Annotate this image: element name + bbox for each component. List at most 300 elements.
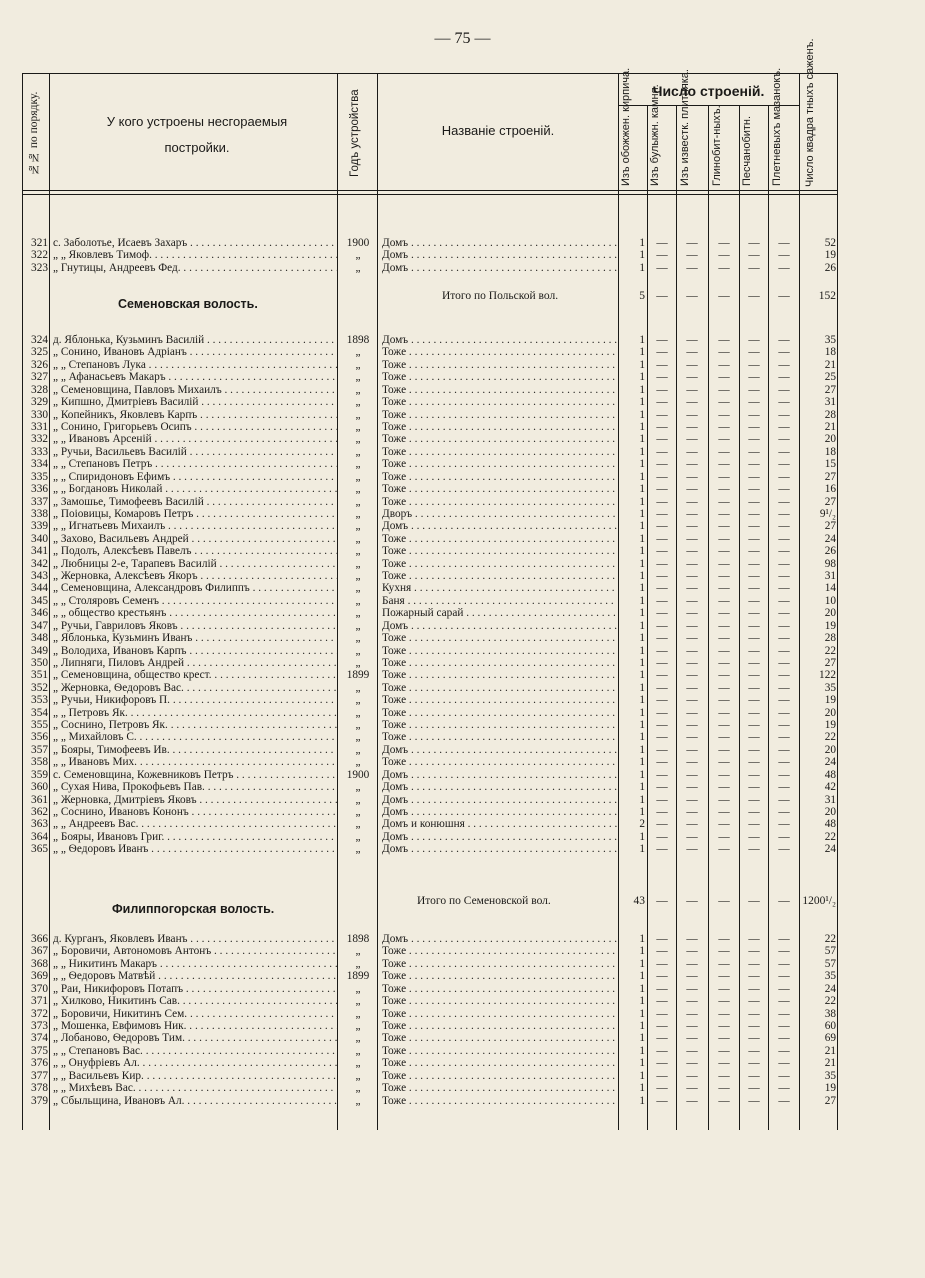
count-lime: — (686, 995, 698, 1008)
row-number: 330 (31, 408, 48, 421)
count-brick: 1 (639, 470, 645, 483)
count-lime: — (686, 706, 698, 719)
owner-name: „ Сонино, Григорьевъ Осипъ . . . (53, 421, 337, 434)
count-stone: — (656, 818, 668, 831)
count-clay: — (718, 495, 730, 508)
count-wattle: — (778, 532, 790, 545)
area: 20 (824, 607, 836, 620)
table-row (22, 731, 837, 744)
year: „ (355, 433, 361, 446)
count-clay: — (718, 520, 730, 533)
area: 10 (824, 594, 836, 607)
count-lime: — (686, 818, 698, 831)
row-number: 326 (31, 358, 48, 371)
count-lime: — (686, 570, 698, 582)
count-stone: — (656, 470, 668, 483)
table-row (22, 1095, 837, 1108)
count-lime: — (686, 470, 698, 483)
year: „ (355, 358, 361, 371)
row-number: 339 (31, 520, 48, 533)
count-clay: — (718, 358, 730, 371)
year: „ (355, 1019, 361, 1032)
row-number: 358 (31, 756, 48, 769)
total-stone: — (656, 290, 668, 302)
building-name: Домъ . . . (382, 781, 618, 794)
building-name: Тоже . . . (382, 471, 618, 484)
year: „ (355, 408, 361, 421)
area: 48 (824, 818, 836, 831)
count-clay: — (718, 582, 730, 595)
count-lime: — (686, 743, 698, 756)
owner-name: „ „ Столяровъ Семенъ . . . (53, 595, 337, 608)
count-sand: — (748, 818, 760, 831)
count-brick: 1 (639, 396, 645, 409)
row-number: 352 (31, 681, 48, 694)
year: „ (355, 396, 361, 409)
count-sand: — (748, 995, 760, 1008)
count-brick: 1 (639, 843, 645, 856)
year: „ (355, 1082, 361, 1094)
table-row (22, 707, 837, 720)
owner-name: „ Захово, Васильевъ Андрей . . . (53, 533, 337, 546)
year: „ (355, 1032, 361, 1045)
count-stone: — (656, 334, 668, 346)
area: 24 (824, 982, 836, 995)
table-row (22, 806, 837, 819)
count-clay: — (718, 781, 730, 794)
area: 20 (824, 433, 836, 446)
count-lime: — (686, 830, 698, 843)
count-stone: — (656, 656, 668, 669)
count-clay: — (718, 619, 730, 632)
area: 52 (824, 237, 836, 249)
count-clay: — (718, 1094, 730, 1107)
count-clay: — (718, 933, 730, 945)
owner-name: „ Жерновка, Алексѣевъ Якоръ . . . (53, 570, 337, 583)
count-stone: — (656, 607, 668, 620)
count-clay: — (718, 249, 730, 262)
section-title: Филиппогорская волость. (112, 902, 275, 916)
count-wattle: — (778, 843, 790, 856)
count-wattle: — (778, 768, 790, 781)
owner-name: „ Хилково, Никитинъ Сав. . . . (53, 995, 337, 1008)
count-clay: — (718, 383, 730, 396)
count-brick: 1 (639, 507, 645, 520)
count-brick: 1 (639, 570, 645, 582)
count-brick: 1 (639, 420, 645, 433)
count-brick: 1 (639, 756, 645, 769)
row-number: 341 (31, 545, 48, 558)
count-wattle: — (778, 743, 790, 756)
count-sand: — (748, 445, 760, 458)
owner-name: „ „ Никитинъ Макаръ . . . (53, 958, 337, 971)
count-clay: — (718, 1032, 730, 1045)
row-number: 340 (31, 532, 48, 545)
count-lime: — (686, 933, 698, 945)
header-year: Годъ устройства (349, 89, 361, 177)
row-number: 353 (31, 694, 48, 707)
table-row (22, 249, 837, 262)
table-row (22, 657, 837, 670)
building-name: Тоже . . . (382, 421, 618, 434)
count-stone: — (656, 793, 668, 806)
year: „ (355, 843, 361, 856)
row-number: 333 (31, 445, 48, 458)
count-lime: — (686, 669, 698, 682)
count-lime: — (686, 719, 698, 731)
owner-name: „ „ Ѳедоровъ Матвѣй . . . (53, 970, 337, 983)
count-sand: — (748, 408, 760, 421)
count-sand: — (748, 656, 760, 669)
row-number: 369 (31, 970, 48, 983)
count-wattle: — (778, 619, 790, 632)
table-row (22, 384, 837, 397)
year: „ (355, 1007, 361, 1020)
count-clay: — (718, 970, 730, 983)
count-stone: — (656, 358, 668, 371)
owner-name: „ „ Андреевъ Вас. . . . (53, 818, 337, 831)
count-sand: — (748, 743, 760, 756)
area: 9¹/₂ (819, 507, 836, 520)
building-name: Тоже . . . (382, 719, 618, 732)
count-brick: 1 (639, 532, 645, 545)
count-brick: 1 (639, 806, 645, 818)
building-name: Тоже . . . (382, 657, 618, 670)
header-order: №№ по порядку. (28, 91, 40, 175)
row-number: 365 (31, 843, 48, 856)
header-wattle: Плетневыхъ мазанокъ. (771, 67, 783, 186)
count-clay: — (718, 420, 730, 433)
count-brick: 1 (639, 433, 645, 446)
count-clay: — (718, 408, 730, 421)
building-name: Тоже . . . (382, 446, 618, 459)
owner-name: „ „ Ѳедоровъ Иванъ . . . (53, 843, 337, 856)
count-clay: — (718, 570, 730, 582)
table-row (22, 958, 837, 971)
count-stone: — (656, 933, 668, 945)
count-sand: — (748, 420, 760, 433)
count-brick: 1 (639, 557, 645, 570)
count-lime: — (686, 970, 698, 983)
row-number: 334 (31, 458, 48, 471)
count-wattle: — (778, 1082, 790, 1094)
row-number: 322 (31, 249, 48, 262)
count-clay: — (718, 470, 730, 483)
count-stone: — (656, 1032, 668, 1045)
count-stone: — (656, 1019, 668, 1032)
table-row (22, 446, 837, 459)
total-count: 43 (633, 895, 645, 907)
count-lime: — (686, 731, 698, 744)
building-name: Тоже . . . (382, 1032, 618, 1045)
count-clay: — (718, 957, 730, 970)
owner-name: с. Семеновщина, Кожевниковъ Петръ . . . (53, 769, 337, 782)
owner-name: „ „ Яковлевъ Тимоф. . . . (53, 249, 337, 262)
count-lime: — (686, 957, 698, 970)
count-wattle: — (778, 669, 790, 682)
table-row (22, 1020, 837, 1033)
count-lime: — (686, 545, 698, 558)
count-stone: — (656, 371, 668, 384)
header-clay: Глинобит-ныхъ. (711, 105, 723, 186)
count-stone: — (656, 632, 668, 645)
year: „ (355, 957, 361, 970)
row-number: 360 (31, 781, 48, 794)
area: 19 (824, 1082, 836, 1094)
count-brick: 1 (639, 383, 645, 396)
building-name: Тоже . . . (382, 396, 618, 409)
count-sand: — (748, 830, 760, 843)
owner-name: „ „ Игнатьевъ Михаилъ . . . (53, 520, 337, 533)
building-name: Тоже . . . (382, 1082, 618, 1095)
building-name: Тоже . . . (382, 1045, 618, 1058)
count-clay: — (718, 982, 730, 995)
count-stone: — (656, 945, 668, 958)
owner-name: „ „ Михѣевъ Вас. . . . (53, 1082, 337, 1095)
count-lime: — (686, 793, 698, 806)
area: 20 (824, 706, 836, 719)
total-row (22, 290, 837, 304)
year: „ (355, 945, 361, 958)
row-number: 338 (31, 507, 48, 520)
count-wattle: — (778, 756, 790, 769)
row-number: 373 (31, 1019, 48, 1032)
area: 22 (824, 933, 836, 945)
building-name: Кухня . . . (382, 582, 618, 595)
count-wattle: — (778, 995, 790, 1008)
building-name: Домъ . . . (382, 520, 618, 533)
year: 1899 (346, 970, 370, 983)
table-row (22, 970, 837, 983)
count-clay: — (718, 719, 730, 731)
area: 48 (824, 768, 836, 781)
owner-name: „ Мошенка, Евфимовъ Ник. . . . (53, 1020, 337, 1033)
row-number: 335 (31, 470, 48, 483)
count-sand: — (748, 1057, 760, 1070)
area: 35 (824, 334, 836, 346)
count-wattle: — (778, 607, 790, 620)
count-wattle: — (778, 694, 790, 707)
owner-name: „ Сбыльщина, Ивановъ Ал. . . . (53, 1095, 337, 1108)
count-stone: — (656, 594, 668, 607)
area: 22 (824, 830, 836, 843)
count-stone: — (656, 520, 668, 533)
count-wattle: — (778, 1032, 790, 1045)
area: 22 (824, 731, 836, 744)
row-number: 321 (31, 237, 48, 249)
row-number: 367 (31, 945, 48, 958)
count-sand: — (748, 632, 760, 645)
count-lime: — (686, 445, 698, 458)
row-number: 342 (31, 557, 48, 570)
rule-right (837, 73, 838, 1130)
page-number: — 75 — (434, 30, 491, 47)
count-brick: 1 (639, 458, 645, 471)
area: 21 (824, 358, 836, 371)
year: „ (355, 1094, 361, 1107)
count-lime: — (686, 520, 698, 533)
count-brick: 1 (639, 520, 645, 533)
row-number: 362 (31, 806, 48, 818)
count-lime: — (686, 644, 698, 657)
count-stone: — (656, 719, 668, 731)
count-wattle: — (778, 806, 790, 818)
count-brick: 1 (639, 346, 645, 359)
owner-name: „ Володиха, Ивановъ Карпъ . . . (53, 645, 337, 658)
count-sand: — (748, 970, 760, 983)
building-name: Домъ . . . (382, 237, 618, 250)
count-clay: — (718, 669, 730, 682)
count-sand: — (748, 396, 760, 409)
count-wattle: — (778, 371, 790, 384)
area: 28 (824, 408, 836, 421)
row-number: 344 (31, 582, 48, 595)
count-sand: — (748, 545, 760, 558)
count-wattle: — (778, 719, 790, 731)
count-stone: — (656, 545, 668, 558)
row-number: 347 (31, 619, 48, 632)
building-name: Тоже . . . (382, 433, 618, 446)
building-name: Домъ и конюшня . . . (382, 818, 618, 831)
count-wattle: — (778, 495, 790, 508)
table-row (22, 1082, 837, 1095)
building-name: Тоже . . . (382, 995, 618, 1008)
row-number: 348 (31, 632, 48, 645)
count-stone: — (656, 830, 668, 843)
building-name: Тоже . . . (382, 384, 618, 397)
count-brick: 1 (639, 1044, 645, 1057)
count-wattle: — (778, 249, 790, 262)
count-wattle: — (778, 793, 790, 806)
owner-name: с. Заболотье, Исаевъ Захаръ . . . (53, 237, 337, 250)
table-row (22, 945, 837, 958)
count-wattle: — (778, 261, 790, 274)
count-sand: — (748, 458, 760, 471)
area: 35 (824, 1069, 836, 1082)
area: 27 (824, 520, 836, 533)
row-number: 368 (31, 957, 48, 970)
count-stone: — (656, 694, 668, 707)
count-sand: — (748, 806, 760, 818)
count-wattle: — (778, 383, 790, 396)
owner-name: „ Семеновщина, общество крест. . . . (53, 669, 337, 682)
building-name: Тоже . . . (382, 533, 618, 546)
area: 15 (824, 458, 836, 471)
owner-name: „ Подолъ, Алексѣевъ Павелъ . . . (53, 545, 337, 558)
count-clay: — (718, 371, 730, 384)
table-row (22, 237, 837, 250)
area: 18 (824, 445, 836, 458)
year: „ (355, 346, 361, 359)
area: 69 (824, 1032, 836, 1045)
area: 14 (824, 582, 836, 595)
count-sand: — (748, 358, 760, 371)
building-name: Тоже . . . (382, 756, 618, 769)
building-name: Тоже . . . (382, 970, 618, 983)
count-wattle: — (778, 1069, 790, 1082)
count-brick: 1 (639, 594, 645, 607)
count-lime: — (686, 1044, 698, 1057)
table-body (22, 38, 837, 1130)
table-row (22, 508, 837, 521)
total-stone: — (656, 895, 668, 907)
row-number: 374 (31, 1032, 48, 1045)
owner-name: „ „ общество крестьянъ . . . (53, 607, 337, 620)
count-stone: — (656, 681, 668, 694)
count-stone: — (656, 261, 668, 274)
area: 21 (824, 420, 836, 433)
row-number: 336 (31, 483, 48, 495)
total-clay: — (718, 895, 730, 907)
row-number: 328 (31, 383, 48, 396)
year: „ (355, 619, 361, 632)
count-brick: 1 (639, 982, 645, 995)
owner-name: „ Ручьи, Гавриловъ Яковъ . . . (53, 620, 337, 633)
owner-name: „ Жерновка, Дмитріевъ Яковъ . . . (53, 794, 337, 807)
table-row (22, 620, 837, 633)
count-stone: — (656, 1094, 668, 1107)
count-sand: — (748, 261, 760, 274)
row-number: 331 (31, 420, 48, 433)
count-sand: — (748, 507, 760, 520)
year: „ (355, 818, 361, 831)
year: 1900 (346, 768, 370, 781)
year: „ (355, 249, 361, 262)
count-clay: — (718, 1069, 730, 1082)
count-brick: 1 (639, 945, 645, 958)
count-sand: — (748, 768, 760, 781)
table-row (22, 262, 837, 275)
table-row (22, 694, 837, 707)
building-name: Домъ . . . (382, 249, 618, 262)
building-name: Домъ . . . (382, 744, 618, 757)
total-area: 152 (818, 290, 836, 302)
table-row (22, 520, 837, 533)
owner-name: „ Бояры, Ивановъ Григ. . . . (53, 831, 337, 844)
owner-name: „ „ Михайловъ С. . . . (53, 731, 337, 744)
year: „ (355, 545, 361, 558)
header-name: Названіе строеній. (441, 123, 555, 138)
row-number: 366 (31, 933, 48, 945)
count-brick: 1 (639, 1032, 645, 1045)
building-name: Тоже . . . (382, 496, 618, 509)
header-owner: У кого устроены несгораемыя постройки. (106, 114, 288, 155)
row-number: 355 (31, 719, 48, 731)
count-wattle: — (778, 681, 790, 694)
row-number: 324 (31, 334, 48, 346)
area: 24 (824, 532, 836, 545)
area: 31 (824, 793, 836, 806)
row-number: 370 (31, 982, 48, 995)
owner-name: „ Семеновщина, Павловъ Михаилъ . . . (53, 384, 337, 397)
area: 20 (824, 806, 836, 818)
count-wattle: — (778, 557, 790, 570)
count-brick: 1 (639, 706, 645, 719)
year: „ (355, 830, 361, 843)
row-number: 323 (31, 261, 48, 274)
count-brick: 1 (639, 781, 645, 794)
row-number: 325 (31, 346, 48, 359)
count-lime: — (686, 408, 698, 421)
area: 25 (824, 371, 836, 384)
row-number: 332 (31, 433, 48, 446)
table-row (22, 396, 837, 409)
count-lime: — (686, 371, 698, 384)
area: 31 (824, 570, 836, 582)
count-stone: — (656, 1057, 668, 1070)
row-number: 354 (31, 706, 48, 719)
count-stone: — (656, 743, 668, 756)
